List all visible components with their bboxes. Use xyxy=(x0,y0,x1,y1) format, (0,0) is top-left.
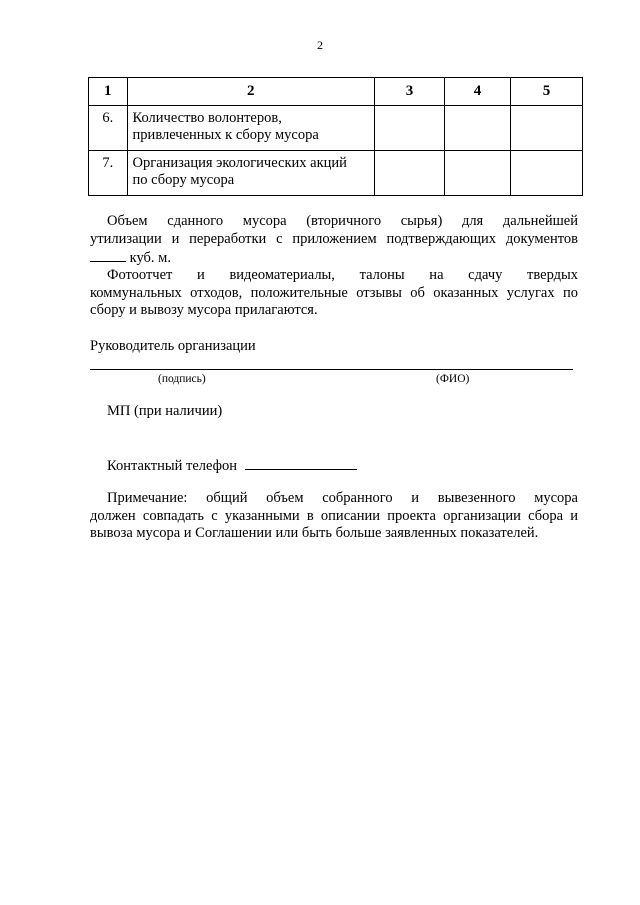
contact-phone-blank[interactable] xyxy=(245,456,357,470)
row-description xyxy=(127,151,375,196)
row-description-line: привлеченных к сбору мусора xyxy=(132,127,319,143)
table-header-col-5: 5 xyxy=(511,78,583,106)
table-header-col-3: 3 xyxy=(375,78,445,106)
table-row xyxy=(89,151,583,196)
contact-phone-row xyxy=(107,456,357,476)
row-value-col-5[interactable] xyxy=(511,151,583,196)
table-header-col-4: 4 xyxy=(445,78,511,106)
volume-blank[interactable] xyxy=(90,248,126,262)
note-line: Примечание: общий объем собранного и вывезенного мусора xyxy=(107,490,578,506)
row-description-line: по сбору мусора xyxy=(132,172,235,188)
table-header-col-2: 2 xyxy=(127,78,375,106)
row-value-col-3[interactable] xyxy=(375,106,445,151)
seal-label: МП (при наличии) xyxy=(107,403,223,419)
volume-line xyxy=(90,248,578,268)
row-value-col-5[interactable] xyxy=(511,106,583,151)
row-value-col-3[interactable] xyxy=(375,151,445,196)
contact-phone-label: Контактный телефон xyxy=(107,458,238,474)
row-value-col-4[interactable] xyxy=(445,106,511,151)
note-line: вывоза мусора и Соглашении или быть больше заявленных показателей. xyxy=(90,525,539,541)
row-number: 7. xyxy=(89,151,128,196)
row-description-line: Количество волонтеров, xyxy=(132,110,282,126)
row-description xyxy=(127,106,375,151)
volume-unit: куб. м. xyxy=(129,250,171,266)
signature-caption: (подпись) xyxy=(158,373,206,385)
row-value-col-4[interactable] xyxy=(445,151,511,196)
table-row xyxy=(89,106,583,151)
table-header-row xyxy=(89,78,583,106)
attachments-line: Фотоотчет и видеоматериалы, талоны на сдачу твердых xyxy=(107,267,578,283)
report-table xyxy=(88,77,583,196)
page-number: 2 xyxy=(317,38,323,52)
volume-paragraph xyxy=(90,213,578,268)
volume-line: Объем сданного мусора (вторичного сырья) для дальнейшей xyxy=(107,213,578,229)
note-line: должен совпадать с указанными в описании проекта организации сбора и xyxy=(90,507,578,524)
attachments-line: коммунальных отходов, положительные отзывы об оказанных услугах по xyxy=(90,284,578,301)
attachments-paragraph xyxy=(90,267,578,320)
row-number: 6. xyxy=(89,106,128,151)
volume-line: утилизации и переработки с приложением подтверждающих документов xyxy=(90,230,578,247)
full-name-caption: (ФИО) xyxy=(436,373,470,385)
signature-line[interactable] xyxy=(90,369,573,370)
table-header-col-1: 1 xyxy=(89,78,128,106)
note-paragraph xyxy=(90,490,578,543)
attachments-line: сбору и вывозу мусора прилагаются. xyxy=(90,302,318,318)
row-description-line: Организация экологических акций xyxy=(132,155,347,171)
head-of-organization-label: Руководитель организации xyxy=(90,338,256,354)
